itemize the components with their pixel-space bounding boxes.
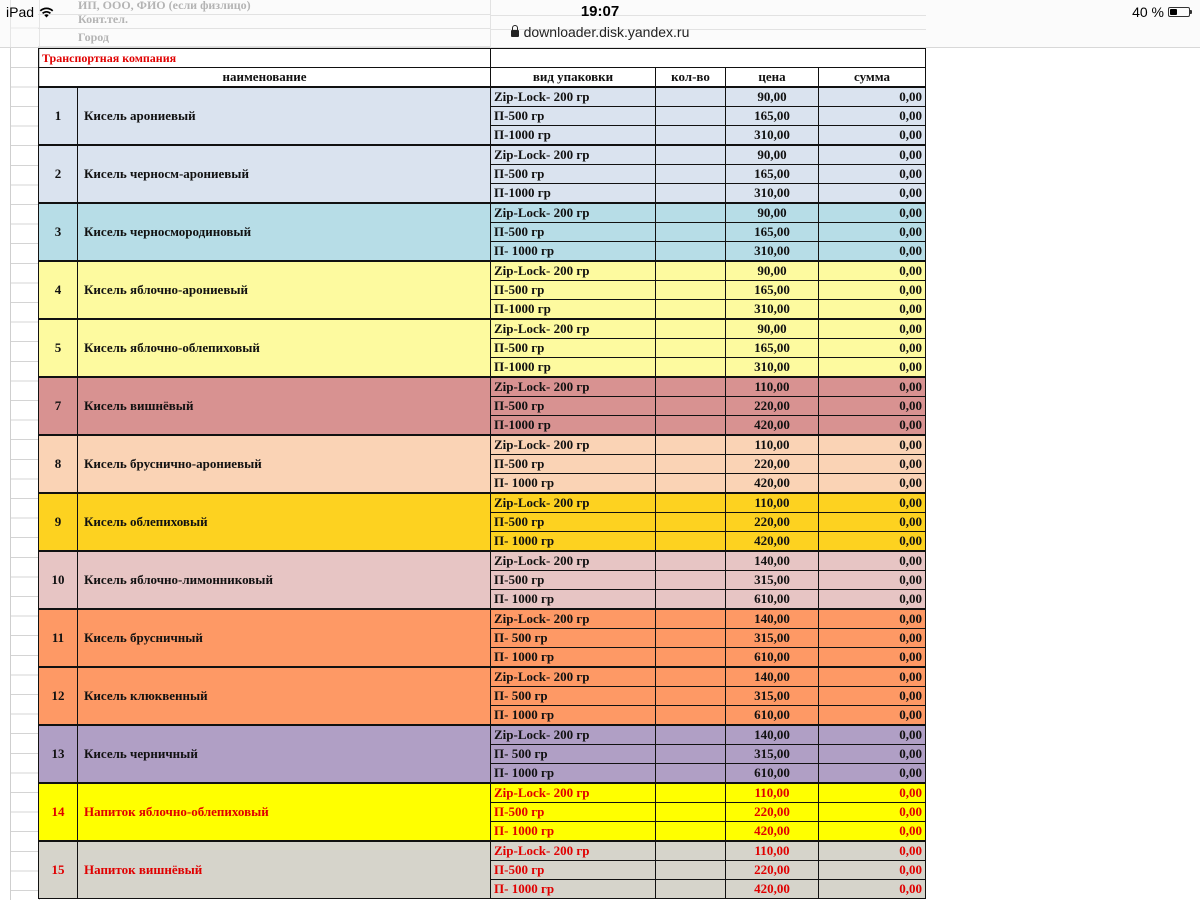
sum-value: 0,00: [819, 667, 926, 687]
quantity-input[interactable]: [656, 165, 726, 184]
quantity-input[interactable]: [656, 223, 726, 242]
price-value: 140,00: [726, 667, 819, 687]
sum-value: 0,00: [819, 590, 926, 610]
product-number: 14: [39, 783, 78, 841]
package-type: П- 1000 гр: [491, 880, 656, 899]
product-number: 15: [39, 841, 78, 899]
table-row: [39, 551, 926, 571]
package-type: Zip-Lock- 200 гр: [491, 841, 656, 861]
price-value: 310,00: [726, 242, 819, 262]
product-name: Кисель арониевый: [78, 87, 491, 145]
price-value: 420,00: [726, 880, 819, 899]
product-name: Кисель бруснично-арониевый: [78, 435, 491, 493]
sum-value: 0,00: [819, 880, 926, 899]
table-row: [39, 783, 926, 803]
price-value: 310,00: [726, 358, 819, 378]
quantity-input[interactable]: [656, 687, 726, 706]
sum-value: 0,00: [819, 126, 926, 146]
product-name: Напиток яблочно-облепиховый: [78, 783, 491, 841]
price-value: 315,00: [726, 687, 819, 706]
package-type: Zip-Lock- 200 гр: [491, 551, 656, 571]
package-type: Zip-Lock- 200 гр: [491, 145, 656, 165]
quantity-input[interactable]: [656, 126, 726, 146]
ghost-row-phone: Конт.тел.: [38, 10, 490, 29]
price-value: 310,00: [726, 184, 819, 204]
sum-value: 0,00: [819, 861, 926, 880]
quantity-input[interactable]: [656, 551, 726, 571]
package-type: Zip-Lock- 200 гр: [491, 435, 656, 455]
price-value: 310,00: [726, 300, 819, 320]
sum-value: 0,00: [819, 455, 926, 474]
package-type: П- 1000 гр: [491, 532, 656, 552]
quantity-input[interactable]: [656, 648, 726, 668]
price-value: 140,00: [726, 551, 819, 571]
quantity-input[interactable]: [656, 474, 726, 494]
price-value: 420,00: [726, 416, 819, 436]
price-value: 90,00: [726, 319, 819, 339]
sum-value: 0,00: [819, 803, 926, 822]
sum-value: 0,00: [819, 474, 926, 494]
quantity-input[interactable]: [656, 242, 726, 262]
company-row: [39, 48, 926, 68]
sum-value: 0,00: [819, 300, 926, 320]
price-value: 110,00: [726, 435, 819, 455]
price-value: 420,00: [726, 532, 819, 552]
package-type: П- 1000 гр: [491, 764, 656, 784]
quantity-input[interactable]: [656, 377, 726, 397]
package-type: П-500 гр: [491, 397, 656, 416]
package-type: П-1000 гр: [491, 126, 656, 146]
quantity-input[interactable]: [656, 745, 726, 764]
sum-value: 0,00: [819, 223, 926, 242]
sum-value: 0,00: [819, 184, 926, 204]
table-row: [39, 435, 926, 455]
package-type: П-1000 гр: [491, 358, 656, 378]
product-name: Кисель яблочно-арониевый: [78, 261, 491, 319]
quantity-input[interactable]: [656, 609, 726, 629]
package-type: П-500 гр: [491, 571, 656, 590]
sum-value: 0,00: [819, 745, 926, 764]
price-value: 220,00: [726, 861, 819, 880]
sum-value: 0,00: [819, 319, 926, 339]
package-type: П-1000 гр: [491, 184, 656, 204]
quantity-input[interactable]: [656, 783, 726, 803]
company-input[interactable]: [491, 48, 926, 68]
package-type: Zip-Lock- 200 гр: [491, 319, 656, 339]
price-value: 610,00: [726, 648, 819, 668]
table-row: [39, 87, 926, 107]
quantity-input[interactable]: [656, 861, 726, 880]
price-value: 165,00: [726, 165, 819, 184]
package-type: П-500 гр: [491, 107, 656, 126]
table-row: [39, 203, 926, 223]
quantity-input[interactable]: [656, 416, 726, 436]
sum-value: 0,00: [819, 706, 926, 726]
price-value: 90,00: [726, 145, 819, 165]
lock-icon: [511, 30, 519, 37]
table-row: [39, 667, 926, 687]
price-value: 315,00: [726, 745, 819, 764]
price-value: 610,00: [726, 590, 819, 610]
package-type: П- 500 гр: [491, 687, 656, 706]
sum-value: 0,00: [819, 203, 926, 223]
quantity-input[interactable]: [656, 339, 726, 358]
package-type: Zip-Lock- 200 гр: [491, 261, 656, 281]
package-type: Zip-Lock- 200 гр: [491, 609, 656, 629]
sum-value: 0,00: [819, 416, 926, 436]
quantity-input[interactable]: [656, 184, 726, 204]
price-value: 165,00: [726, 281, 819, 300]
quantity-input[interactable]: [656, 261, 726, 281]
product-number: 2: [39, 145, 78, 203]
quantity-input[interactable]: [656, 803, 726, 822]
price-value: 140,00: [726, 609, 819, 629]
price-value: 610,00: [726, 764, 819, 784]
product-number: 13: [39, 725, 78, 783]
price-value: 610,00: [726, 706, 819, 726]
price-value: 220,00: [726, 513, 819, 532]
package-type: П- 500 гр: [491, 745, 656, 764]
package-type: П- 1000 гр: [491, 474, 656, 494]
quantity-input[interactable]: [656, 87, 726, 107]
package-type: П- 1000 гр: [491, 706, 656, 726]
sum-value: 0,00: [819, 493, 926, 513]
quantity-input[interactable]: [656, 145, 726, 165]
sum-value: 0,00: [819, 107, 926, 126]
quantity-input[interactable]: [656, 822, 726, 842]
product-number: 3: [39, 203, 78, 261]
package-type: П-1000 гр: [491, 300, 656, 320]
quantity-input[interactable]: [656, 397, 726, 416]
package-type: П- 1000 гр: [491, 648, 656, 668]
quantity-input[interactable]: [656, 493, 726, 513]
package-type: П-500 гр: [491, 165, 656, 184]
quantity-input[interactable]: [656, 532, 726, 552]
product-name: Кисель брусничный: [78, 609, 491, 667]
package-type: Zip-Lock- 200 гр: [491, 87, 656, 107]
product-name: Кисель черносм-арониевый: [78, 145, 491, 203]
sum-value: 0,00: [819, 261, 926, 281]
quantity-input[interactable]: [656, 629, 726, 648]
quantity-input[interactable]: [656, 841, 726, 861]
price-value: 310,00: [726, 126, 819, 146]
quantity-input[interactable]: [656, 319, 726, 339]
quantity-input[interactable]: [656, 455, 726, 474]
price-value: 420,00: [726, 474, 819, 494]
package-type: П- 1000 гр: [491, 242, 656, 262]
sum-value: 0,00: [819, 725, 926, 745]
sum-value: 0,00: [819, 648, 926, 668]
table-row: [39, 319, 926, 339]
sum-value: 0,00: [819, 629, 926, 648]
quantity-input[interactable]: [656, 513, 726, 532]
sum-value: 0,00: [819, 165, 926, 184]
package-type: П- 1000 гр: [491, 590, 656, 610]
sum-value: 0,00: [819, 609, 926, 629]
product-name: Напиток вишнёвый: [78, 841, 491, 899]
price-value: 220,00: [726, 803, 819, 822]
product-name: Кисель черничный: [78, 725, 491, 783]
price-value: 220,00: [726, 455, 819, 474]
sum-value: 0,00: [819, 513, 926, 532]
product-number: 12: [39, 667, 78, 725]
header-qty: кол-во: [656, 68, 726, 88]
table-row: [39, 493, 926, 513]
product-name: Кисель облепиховый: [78, 493, 491, 551]
product-number: 5: [39, 319, 78, 377]
package-type: П-500 гр: [491, 223, 656, 242]
price-value: 140,00: [726, 725, 819, 745]
price-value: 110,00: [726, 493, 819, 513]
price-value: 315,00: [726, 571, 819, 590]
price-table: [38, 47, 926, 899]
price-value: 165,00: [726, 339, 819, 358]
package-type: П-500 гр: [491, 803, 656, 822]
table-row: [39, 725, 926, 745]
header-name: наименование: [39, 68, 491, 88]
package-type: Zip-Lock- 200 гр: [491, 377, 656, 397]
clock: 19:07: [580, 3, 620, 20]
package-type: П-500 гр: [491, 339, 656, 358]
price-value: 110,00: [726, 841, 819, 861]
ghost-row-city: Город: [38, 28, 490, 47]
package-type: Zip-Lock- 200 гр: [491, 667, 656, 687]
product-name: Кисель яблочно-лимонниковый: [78, 551, 491, 609]
product-number: 8: [39, 435, 78, 493]
table-row: [39, 609, 926, 629]
header-row: [39, 68, 926, 88]
sum-value: 0,00: [819, 435, 926, 455]
header-price: цена: [726, 68, 819, 88]
sum-value: 0,00: [819, 87, 926, 107]
sum-value: 0,00: [819, 339, 926, 358]
package-type: Zip-Lock- 200 гр: [491, 725, 656, 745]
ghost-row-client: ИП, ООО, ФИО (если физлицо): [38, 0, 490, 15]
battery-percent: 40 %: [1132, 4, 1164, 20]
sum-value: 0,00: [819, 783, 926, 803]
row-header-gridlines: [10, 0, 40, 900]
package-type: П-500 гр: [491, 861, 656, 880]
sum-value: 0,00: [819, 358, 926, 378]
product-number: 7: [39, 377, 78, 435]
product-name: Кисель клюквенный: [78, 667, 491, 725]
product-name: Кисель черносмородиновый: [78, 203, 491, 261]
product-name: Кисель вишнёвый: [78, 377, 491, 435]
price-value: 110,00: [726, 783, 819, 803]
sum-value: 0,00: [819, 281, 926, 300]
quantity-input[interactable]: [656, 203, 726, 223]
product-number: 9: [39, 493, 78, 551]
quantity-input[interactable]: [656, 300, 726, 320]
price-value: 90,00: [726, 203, 819, 223]
price-value: 315,00: [726, 629, 819, 648]
sum-value: 0,00: [819, 145, 926, 165]
sum-value: 0,00: [819, 532, 926, 552]
price-value: 90,00: [726, 87, 819, 107]
product-number: 4: [39, 261, 78, 319]
table-row: [39, 377, 926, 397]
sum-value: 0,00: [819, 764, 926, 784]
header-sum: сумма: [819, 68, 926, 88]
quantity-input[interactable]: [656, 764, 726, 784]
quantity-input[interactable]: [656, 725, 726, 745]
sum-value: 0,00: [819, 841, 926, 861]
price-value: 220,00: [726, 397, 819, 416]
quantity-input[interactable]: [656, 281, 726, 300]
table-row: [39, 261, 926, 281]
address-bar[interactable]: [505, 24, 695, 40]
table-row: [39, 841, 926, 861]
package-type: П-500 гр: [491, 455, 656, 474]
company-label: Транспортная компания: [39, 48, 491, 68]
sum-value: 0,00: [819, 687, 926, 706]
product-name: Кисель яблочно-облепиховый: [78, 319, 491, 377]
package-type: П-500 гр: [491, 281, 656, 300]
price-value: 420,00: [726, 822, 819, 842]
quantity-input[interactable]: [656, 358, 726, 378]
package-type: П- 1000 гр: [491, 822, 656, 842]
price-value: 165,00: [726, 223, 819, 242]
sum-value: 0,00: [819, 822, 926, 842]
price-value: 165,00: [726, 107, 819, 126]
package-type: Zip-Lock- 200 гр: [491, 783, 656, 803]
sum-value: 0,00: [819, 242, 926, 262]
table-row: [39, 145, 926, 165]
package-type: П-500 гр: [491, 513, 656, 532]
sum-value: 0,00: [819, 571, 926, 590]
quantity-input[interactable]: [656, 880, 726, 899]
product-number: 1: [39, 87, 78, 145]
quantity-input[interactable]: [656, 667, 726, 687]
package-type: Zip-Lock- 200 гр: [491, 493, 656, 513]
package-type: П- 500 гр: [491, 629, 656, 648]
url-text: downloader.disk.yandex.ru: [523, 24, 690, 40]
price-value: 90,00: [726, 261, 819, 281]
package-type: П-1000 гр: [491, 416, 656, 436]
quantity-input[interactable]: [656, 107, 726, 126]
device-name: iPad: [6, 4, 35, 20]
product-number: 11: [39, 609, 78, 667]
quantity-input[interactable]: [656, 706, 726, 726]
quantity-input[interactable]: [656, 571, 726, 590]
header-package: вид упаковки: [491, 68, 656, 88]
sum-value: 0,00: [819, 397, 926, 416]
sum-value: 0,00: [819, 377, 926, 397]
quantity-input[interactable]: [656, 435, 726, 455]
package-type: Zip-Lock- 200 гр: [491, 203, 656, 223]
quantity-input[interactable]: [656, 590, 726, 610]
price-value: 110,00: [726, 377, 819, 397]
sum-value: 0,00: [819, 551, 926, 571]
product-number: 10: [39, 551, 78, 609]
